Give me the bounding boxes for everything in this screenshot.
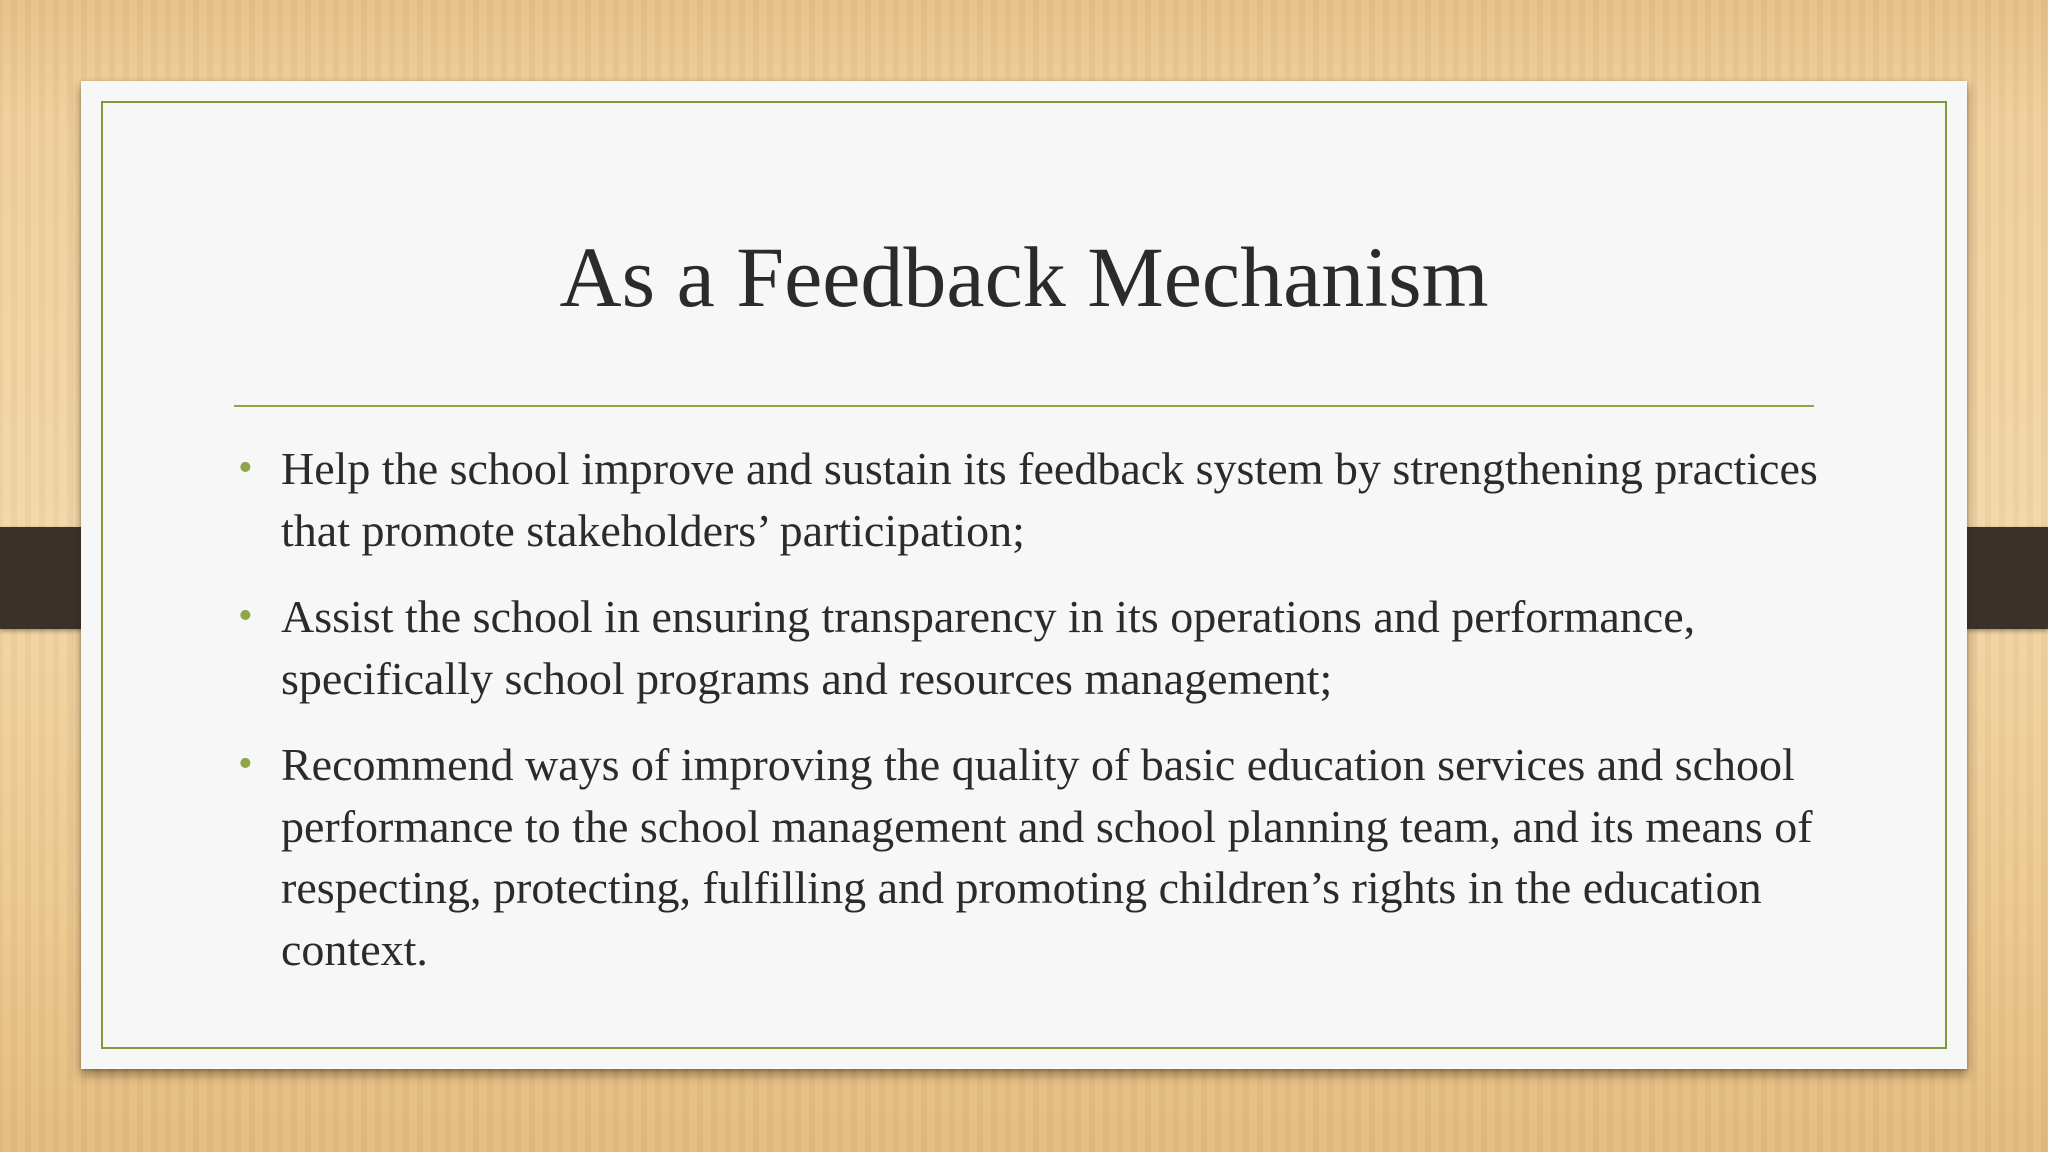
title-divider xyxy=(234,405,1814,407)
bullet-text: Help the school improve and sustain its feedback system by strengthening practices that promote stakeholders’ participation; xyxy=(281,443,1818,556)
bullet-list xyxy=(238,438,1841,1005)
bullet-text: Recommend ways of improving the quality of basic education services and school performance to the school management and school planning team, and its means of respecting, protecting, fulfilling and promoting children’s rights in the education context. xyxy=(281,739,1813,975)
bullet-item xyxy=(238,734,1841,980)
slide-title: As a Feedback Mechanism xyxy=(559,229,1489,325)
bullet-item xyxy=(238,586,1841,709)
bullet-dot-icon: • xyxy=(238,741,253,787)
bullet-dot-icon: • xyxy=(238,445,253,491)
slide xyxy=(81,81,1967,1069)
bullet-text: Assist the school in ensuring transparency in its operations and performance, specifically school programs and resources management; xyxy=(281,591,1696,704)
bullet-item xyxy=(238,438,1841,561)
bullet-dot-icon: • xyxy=(238,593,253,639)
